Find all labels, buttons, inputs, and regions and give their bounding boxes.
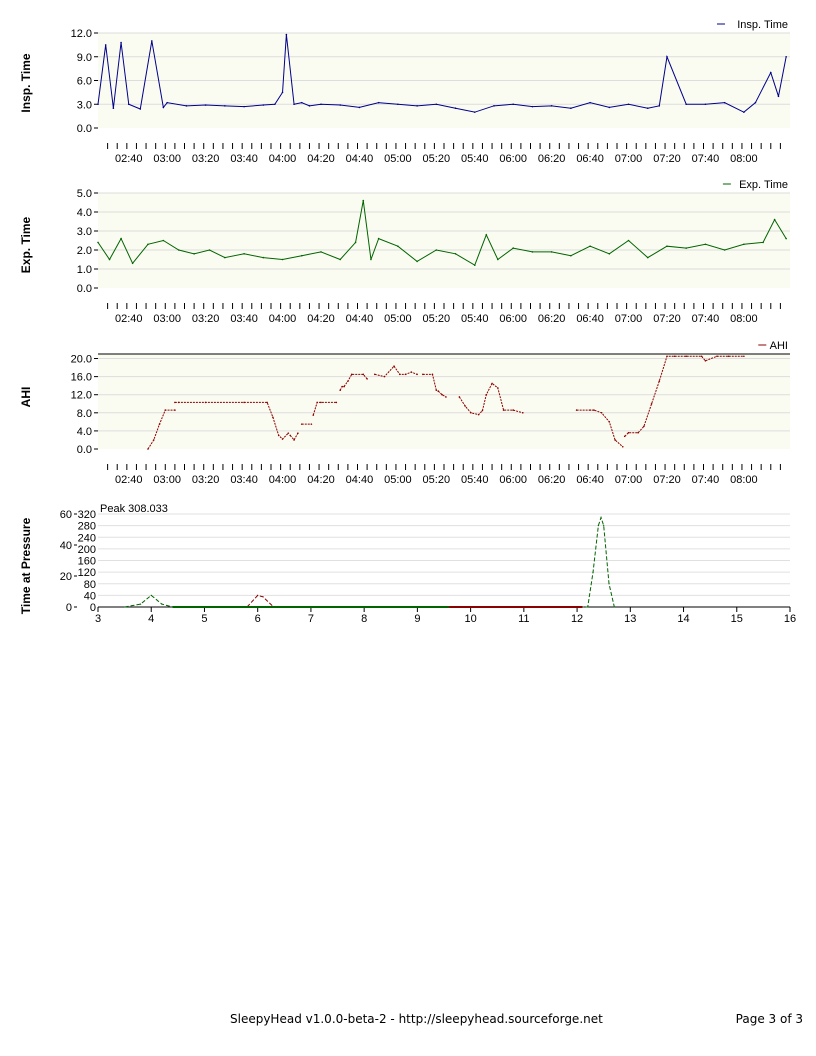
y-tick-label: 0.0: [76, 123, 92, 135]
x-tick-label: 06:40: [576, 474, 604, 486]
data-point: [262, 596, 263, 597]
data-point: [724, 249, 726, 251]
x-tick-label: 06:40: [576, 153, 604, 165]
data-point: [474, 264, 476, 266]
x-tick-label: 05:00: [384, 474, 412, 486]
y-tick-label: 160: [77, 555, 96, 568]
x-tick-label: 06:20: [537, 313, 566, 325]
chart-1: [19, 19, 790, 165]
x-tick-label: 04:40: [345, 474, 374, 486]
footer-page-number: Page 3 of 3: [735, 1012, 803, 1026]
x-tick-label: 08:00: [730, 313, 758, 325]
y-tick-label: 8.0: [76, 407, 92, 420]
data-point: [140, 603, 141, 604]
data-point: [592, 572, 593, 573]
data-point: [603, 525, 604, 526]
data-point: [139, 108, 141, 110]
y-tick-label: 20.0: [70, 353, 92, 366]
data-point: [164, 409, 166, 411]
data-point: [608, 583, 609, 584]
data-point: [205, 104, 207, 106]
data-point: [243, 253, 245, 255]
data-point: [582, 606, 583, 607]
data-point: [589, 245, 591, 247]
data-point: [288, 432, 290, 434]
data-point: [378, 102, 380, 104]
x-tick-label: 02:40: [114, 474, 143, 486]
data-point: [172, 606, 173, 607]
y-tick-label: 5.0: [76, 188, 92, 200]
x-tick-label: 15: [730, 613, 743, 625]
data-point: [193, 253, 195, 255]
data-point: [174, 402, 176, 404]
data-point: [532, 251, 534, 253]
x-tick-label: 13: [624, 613, 637, 625]
data-point: [309, 105, 311, 107]
data-point: [224, 257, 226, 259]
y-axis-label: AHI: [19, 386, 33, 408]
data-point: [109, 259, 111, 261]
data-point: [441, 394, 443, 396]
data-point: [397, 103, 399, 105]
data-point: [728, 355, 730, 357]
data-point: [666, 355, 668, 357]
data-point: [785, 238, 787, 240]
data-point: [470, 412, 472, 414]
data-point: [347, 380, 349, 382]
data-point: [166, 102, 168, 104]
x-tick-label: 16: [783, 613, 797, 625]
x-tick-label: 02:40: [114, 313, 143, 325]
data-point: [153, 439, 155, 441]
x-tick-label: 07:20: [653, 313, 681, 325]
data-point: [609, 107, 611, 109]
data-point: [622, 446, 624, 448]
data-point: [432, 374, 434, 376]
data-point: [593, 409, 595, 411]
x-tick-label: 05:20: [422, 474, 451, 486]
data-point: [362, 200, 364, 202]
y-left-tick-label: 20: [59, 571, 72, 583]
data-point: [163, 107, 165, 109]
x-tick-label: 03:20: [191, 313, 220, 325]
x-tick-label: 05:20: [422, 153, 451, 165]
data-point: [311, 423, 313, 425]
data-point: [743, 111, 745, 113]
data-point: [163, 240, 165, 242]
data-point: [151, 40, 153, 42]
data-point: [485, 234, 487, 236]
data-point: [362, 374, 364, 376]
data-point: [716, 355, 718, 357]
data-point: [374, 374, 376, 376]
y-left-tick-label: 60: [59, 509, 72, 521]
data-point: [724, 102, 726, 104]
data-point: [105, 44, 107, 46]
y-tick-label: 12.0: [70, 28, 92, 40]
data-point: [289, 435, 291, 437]
data-point: [601, 412, 603, 414]
x-tick-label: 3: [94, 613, 102, 625]
x-tick-label: 04:20: [307, 474, 335, 486]
data-point: [512, 103, 514, 105]
data-point: [762, 242, 764, 244]
data-point: [774, 219, 776, 221]
y-tick-label: 320: [77, 509, 96, 521]
x-tick-label: 04:40: [345, 153, 374, 165]
data-point: [685, 103, 687, 105]
y-tick-label: 4.0: [76, 425, 92, 438]
data-point: [178, 402, 180, 404]
x-tick-label: 05:40: [460, 153, 489, 165]
data-point: [120, 238, 122, 240]
y-tick-label: 1.0: [76, 264, 92, 276]
x-tick-label: 14: [677, 613, 690, 625]
x-tick-label: 04:00: [268, 474, 297, 486]
data-point: [600, 517, 601, 518]
x-tick-label: 04:20: [307, 153, 335, 165]
data-point: [512, 247, 514, 249]
data-point: [151, 595, 152, 596]
data-point: [598, 525, 599, 526]
data-point: [263, 104, 265, 106]
x-tick-label: 10: [464, 613, 477, 625]
data-point: [658, 380, 660, 382]
chart-3: [19, 340, 790, 486]
data-point: [416, 374, 418, 376]
x-tick-label: 08:00: [730, 153, 758, 165]
data-point: [674, 355, 676, 357]
y-tick-label: 9.0: [76, 51, 92, 64]
data-point: [666, 245, 668, 247]
data-point: [293, 439, 295, 441]
data-point: [614, 439, 616, 441]
x-tick-label: 04:00: [268, 153, 297, 165]
data-point: [459, 396, 461, 398]
data-point: [643, 426, 645, 428]
data-point: [336, 402, 338, 404]
data-point: [316, 402, 318, 404]
data-point: [301, 102, 303, 104]
x-tick-label: 03:40: [230, 153, 258, 165]
x-tick-label: 08:00: [730, 474, 758, 486]
data-point: [132, 263, 134, 265]
y-tick-label: 16.0: [70, 371, 92, 384]
x-tick-label: 06:00: [499, 313, 527, 325]
data-point: [485, 394, 487, 396]
x-tick-label: 03:40: [230, 313, 258, 325]
y-tick-label: 0.0: [76, 283, 92, 295]
data-point: [436, 389, 438, 391]
data-point: [97, 103, 99, 105]
legend-label: AHI: [769, 340, 788, 352]
data-point: [609, 253, 611, 255]
data-point: [637, 432, 639, 434]
data-point: [614, 606, 615, 607]
plot-area: [98, 354, 790, 449]
data-point: [628, 432, 630, 434]
y-axis-label: Exp. Time: [19, 216, 33, 274]
data-point: [589, 102, 591, 104]
data-point: [449, 606, 450, 607]
data-point: [341, 386, 343, 388]
data-point: [128, 103, 130, 105]
data-point: [297, 432, 299, 434]
x-tick-label: 7: [307, 613, 314, 625]
data-point: [416, 261, 418, 263]
data-point: [147, 244, 149, 246]
y-axis-label: Time at Pressure: [19, 517, 33, 615]
data-point: [551, 105, 553, 107]
data-point: [301, 423, 303, 425]
x-tick-label: 03:00: [153, 313, 181, 325]
data-point: [378, 238, 380, 240]
data-point: [651, 403, 653, 405]
data-point: [320, 402, 322, 404]
data-point: [445, 396, 447, 398]
x-tick-label: 03:00: [153, 153, 181, 165]
x-tick-label: 12: [570, 613, 584, 625]
data-point: [587, 606, 588, 607]
x-tick-label: 05:00: [384, 313, 412, 325]
data-point: [263, 257, 265, 259]
data-point: [624, 436, 626, 438]
x-tick-label: 03:20: [191, 153, 220, 165]
data-point: [209, 249, 211, 251]
y-tick-label: 120: [77, 567, 96, 580]
data-point: [493, 105, 495, 107]
data-point: [770, 72, 772, 74]
data-point: [174, 409, 176, 411]
data-point: [701, 355, 703, 357]
chart-4: [19, 503, 796, 625]
data-point: [576, 409, 578, 411]
x-tick-label: 06:20: [537, 153, 566, 165]
data-point: [497, 387, 499, 389]
data-point: [411, 371, 413, 373]
data-point: [422, 374, 424, 376]
y-tick-label: 40: [83, 590, 96, 603]
data-point: [370, 259, 372, 261]
data-point: [178, 249, 180, 251]
data-point: [320, 103, 322, 105]
y-left-tick-label: 40: [59, 540, 72, 552]
data-point: [205, 402, 207, 404]
x-tick-label: 9: [414, 613, 421, 625]
data-point: [355, 242, 357, 244]
y-tick-label: 6.0: [76, 75, 92, 88]
data-point: [647, 107, 649, 109]
data-point: [685, 355, 687, 357]
data-point: [339, 259, 341, 261]
y-tick-label: 240: [77, 532, 96, 545]
data-point: [658, 105, 660, 107]
data-point: [455, 107, 457, 109]
x-tick-label: 07:00: [614, 474, 643, 486]
x-tick-label: 07:00: [614, 153, 643, 165]
data-point: [685, 247, 687, 249]
data-point: [274, 103, 276, 105]
x-tick-label: 06:00: [499, 153, 527, 165]
chart-2: [19, 179, 790, 325]
x-tick-label: 05:00: [384, 153, 412, 165]
y-left-tick-label: 0: [65, 602, 72, 614]
data-point: [339, 389, 341, 391]
data-point: [474, 111, 476, 113]
y-axis-label: Insp. Time: [19, 53, 33, 113]
data-point: [570, 255, 572, 257]
data-point: [124, 606, 125, 607]
data-point: [455, 253, 457, 255]
data-point: [312, 414, 314, 416]
data-point: [416, 105, 418, 107]
data-point: [705, 103, 707, 105]
legend-label: Exp. Time: [739, 179, 788, 191]
y-tick-label: 0.0: [76, 444, 92, 456]
x-tick-label: 04:20: [307, 313, 335, 325]
y-tick-label: 3.0: [76, 99, 92, 112]
x-tick-label: 07:20: [653, 153, 681, 165]
data-point: [320, 251, 322, 253]
data-point: [705, 360, 707, 362]
data-point: [366, 378, 368, 380]
data-point: [286, 34, 288, 36]
data-point: [257, 595, 258, 596]
data-point: [343, 386, 345, 388]
plot-area: [98, 193, 790, 288]
x-tick-label: 5: [201, 613, 208, 625]
data-point: [491, 383, 493, 385]
peak-annotation: Peak 308.033: [100, 503, 168, 515]
data-point: [743, 355, 745, 357]
x-tick-label: 07:40: [691, 474, 720, 486]
data-point: [482, 410, 484, 412]
data-point: [301, 255, 303, 257]
y-tick-label: 4.0: [76, 207, 92, 219]
x-tick-label: 07:20: [653, 474, 681, 486]
data-point: [293, 103, 295, 105]
x-tick-label: 05:40: [460, 313, 489, 325]
data-point: [339, 104, 341, 106]
data-point: [243, 402, 245, 404]
data-point: [186, 105, 188, 107]
x-tick-label: 07:40: [691, 153, 720, 165]
data-point: [437, 390, 439, 392]
data-point: [272, 417, 274, 419]
data-point: [384, 376, 386, 378]
data-point: [464, 405, 466, 407]
legend-label: Insp. Time: [737, 19, 788, 31]
data-point: [705, 244, 707, 246]
data-point: [399, 374, 401, 376]
data-point: [478, 414, 480, 416]
x-tick-label: 04:40: [345, 313, 374, 325]
y-tick-label: 12.0: [70, 389, 92, 402]
data-point: [278, 435, 280, 437]
x-tick-label: 03:20: [191, 474, 220, 486]
footer-app-info: SleepyHead v1.0.0-beta-2 - http://sleepyhead.sourceforge.net: [230, 1012, 603, 1026]
data-point: [628, 240, 630, 242]
y-tick-label: 0: [89, 602, 96, 614]
x-tick-label: 03:00: [153, 474, 181, 486]
data-point: [397, 245, 399, 247]
x-tick-label: 06:40: [576, 313, 604, 325]
x-tick-label: 02:40: [114, 153, 143, 165]
data-point: [282, 92, 284, 94]
data-point: [503, 409, 505, 411]
x-tick-label: 8: [361, 613, 368, 625]
data-point: [647, 257, 649, 259]
x-tick-label: 06:00: [499, 474, 527, 486]
data-point: [120, 42, 122, 44]
data-point: [497, 259, 499, 261]
data-point: [282, 438, 284, 440]
x-tick-label: 6: [254, 613, 261, 625]
data-point: [147, 448, 149, 450]
data-point: [97, 242, 99, 244]
data-point: [243, 106, 245, 108]
y-tick-label: 3.0: [76, 226, 92, 238]
data-point: [743, 244, 745, 246]
data-point: [785, 56, 787, 58]
data-point: [532, 106, 534, 108]
data-point: [224, 105, 226, 107]
data-point: [161, 603, 162, 604]
x-tick-label: 04:00: [268, 313, 297, 325]
data-point: [282, 259, 284, 261]
data-point: [551, 251, 553, 253]
data-point: [359, 107, 361, 109]
y-tick-label: 2.0: [76, 245, 92, 257]
data-point: [666, 56, 668, 58]
data-point: [512, 409, 514, 411]
data-point: [351, 374, 353, 376]
x-tick-label: 07:00: [614, 313, 643, 325]
x-tick-label: 07:40: [691, 313, 720, 325]
data-point: [628, 103, 630, 105]
data-point: [393, 365, 395, 367]
y-tick-label: 200: [77, 543, 96, 556]
x-tick-label: 06:20: [537, 474, 566, 486]
data-point: [570, 107, 572, 109]
data-point: [436, 103, 438, 105]
data-point: [609, 421, 611, 423]
y-tick-label: 80: [83, 578, 96, 591]
x-tick-label: 4: [148, 613, 155, 625]
data-point: [266, 402, 268, 404]
data-point: [522, 412, 524, 414]
data-point: [589, 409, 591, 411]
data-point: [755, 102, 757, 104]
x-tick-label: 11: [518, 613, 530, 625]
x-tick-label: 05:20: [422, 313, 451, 325]
y-tick-label: 280: [77, 520, 96, 533]
data-point: [113, 107, 115, 109]
data-point: [436, 249, 438, 251]
x-tick-label: 05:40: [460, 474, 489, 486]
page-footer: [0, 1010, 816, 1030]
data-point: [159, 423, 161, 425]
data-point: [778, 96, 780, 98]
data-point: [405, 374, 407, 376]
x-tick-label: 03:40: [230, 474, 258, 486]
